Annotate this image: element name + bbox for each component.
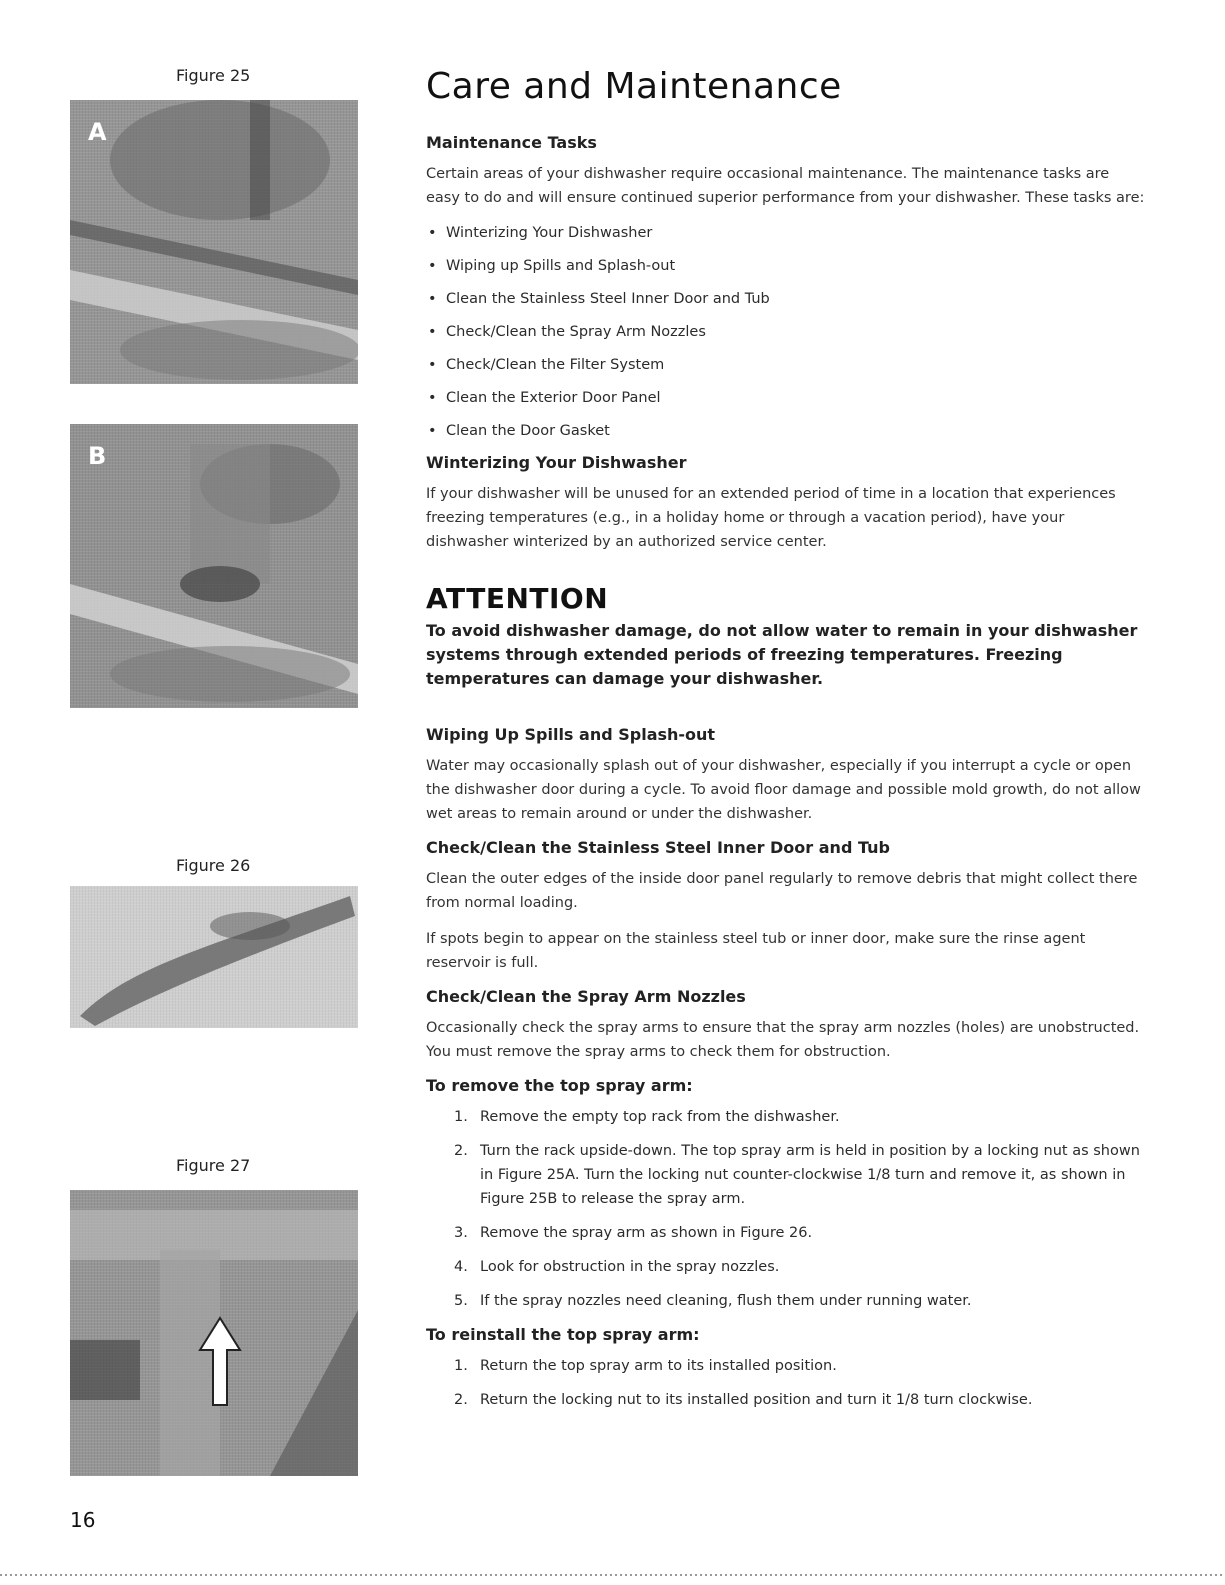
step-number: 5.	[454, 1293, 468, 1309]
maintenance-task-list	[426, 222, 1146, 442]
step-text: Return the top spray arm to its installed position.	[480, 1358, 837, 1374]
reinstall-steps-list	[426, 1354, 1146, 1412]
stainless-heading: Check/Clean the Stainless Steel Inner Door and Tub	[426, 838, 890, 857]
figure-25a-illustration	[70, 100, 358, 384]
reinstall-spray-arm-heading: To reinstall the top spray arm:	[426, 1325, 700, 1344]
figure-25-caption: Figure 25	[176, 66, 251, 85]
figure-26-caption: Figure 26	[176, 856, 251, 875]
page-title: Care and Maintenance	[426, 66, 842, 107]
step-number: 2.	[454, 1143, 468, 1159]
step-number: 4.	[454, 1259, 468, 1275]
winterizing-text: If your dishwasher will be unused for an extended period of time in a location that experiences freezing temperatures (e.g., in a holiday home or through a vacation period), have your dishwasher winterized by an authorized service center.	[426, 486, 1116, 550]
figure-26-photo	[70, 886, 358, 1028]
list-item	[426, 1289, 1146, 1313]
nozzles-text: Occasionally check the spray arms to ensure that the spray arm nozzles (holes) are unobstructed. You must remove the spray arms to check them for obstruction.	[426, 1020, 1140, 1060]
list-item	[426, 1221, 1146, 1245]
step-text: Remove the spray arm as shown in Figure 26.	[480, 1225, 813, 1241]
list-item: • Clean the Stainless Steel Inner Door and Tub	[426, 288, 1146, 310]
step-number: 1.	[454, 1358, 468, 1374]
step-text: Remove the empty top rack from the dishwasher.	[480, 1109, 840, 1125]
step-text: If the spray nozzles need cleaning, flush them under running water.	[480, 1293, 972, 1309]
list-item: • Wiping up Spills and Splash-out	[426, 255, 1146, 277]
list-item: • Check/Clean the Filter System	[426, 354, 1146, 376]
figure-26-illustration	[70, 886, 358, 1028]
stainless-text-2: If spots begin to appear on the stainless steel tub or inner door, make sure the rinse agent reservoir is full.	[426, 931, 1086, 971]
maintenance-tasks-heading: Maintenance Tasks	[426, 133, 597, 152]
step-text: Look for obstruction in the spray nozzles.	[480, 1259, 780, 1275]
list-item	[426, 1354, 1146, 1378]
list-item: • Clean the Door Gasket	[426, 420, 1146, 442]
list-item	[426, 1139, 1146, 1211]
list-item: • Check/Clean the Spray Arm Nozzles	[426, 321, 1146, 343]
footer-divider	[0, 1574, 1225, 1576]
step-number: 2.	[454, 1392, 468, 1408]
list-item: • Clean the Exterior Door Panel	[426, 387, 1146, 409]
figure-27-caption: Figure 27	[176, 1156, 251, 1175]
figure-25b-illustration	[70, 424, 358, 708]
spills-heading: Wiping Up Spills and Splash-out	[426, 725, 716, 744]
list-item	[426, 1388, 1146, 1412]
list-item	[426, 1255, 1146, 1279]
remove-steps-list	[426, 1105, 1146, 1313]
attention-text: To avoid dishwasher damage, do not allow water to remain in your dishwasher systems through extended periods of freezing temperatures. Freezing temperatures can damage your dishwasher.	[426, 621, 1138, 688]
remove-spray-arm-heading: To remove the top spray arm:	[426, 1076, 693, 1095]
figure-25a-photo	[70, 100, 358, 384]
main-content	[426, 66, 1146, 1424]
stainless-text-1: Clean the outer edges of the inside door panel regularly to remove debris that might collect there from normal loading.	[426, 871, 1138, 911]
step-text: Turn the rack upside-down. The top spray arm is held in position by a locking nut as shown in Figure 25A. Turn the locking nut counter-clockwise 1/8 turn and remove it, as shown in Figure 25B to release the spray arm.	[480, 1143, 1140, 1207]
spills-text: Water may occasionally splash out of your dishwasher, especially if you interrupt a cycle or open the dishwasher door during a cycle. To avoid floor damage and possible mold growth, do not allow wet areas to remain around or under the dishwasher.	[426, 758, 1141, 822]
figure-25b-photo	[70, 424, 358, 708]
nozzles-heading: Check/Clean the Spray Arm Nozzles	[426, 987, 746, 1006]
step-number: 1.	[454, 1109, 468, 1125]
page-number: 16	[70, 1508, 96, 1532]
step-text: Return the locking nut to its installed position and turn it 1/8 turn clockwise.	[480, 1392, 1033, 1408]
figure-27-photo	[70, 1190, 358, 1476]
figure-25b-label: B	[88, 442, 107, 470]
list-item: • Winterizing Your Dishwasher	[426, 222, 1146, 244]
up-arrow-icon	[70, 1190, 358, 1476]
step-number: 3.	[454, 1225, 468, 1241]
list-item	[426, 1105, 1146, 1129]
attention-box	[426, 582, 1146, 691]
maintenance-intro: Certain areas of your dishwasher require occasional maintenance. The maintenance tasks are easy to do and will ensure continued superior performance from your dishwasher. These tasks are:	[426, 166, 1145, 206]
attention-title: ATTENTION	[426, 582, 609, 615]
winterizing-heading: Winterizing Your Dishwasher	[426, 453, 687, 472]
figure-25a-label: A	[88, 118, 107, 146]
